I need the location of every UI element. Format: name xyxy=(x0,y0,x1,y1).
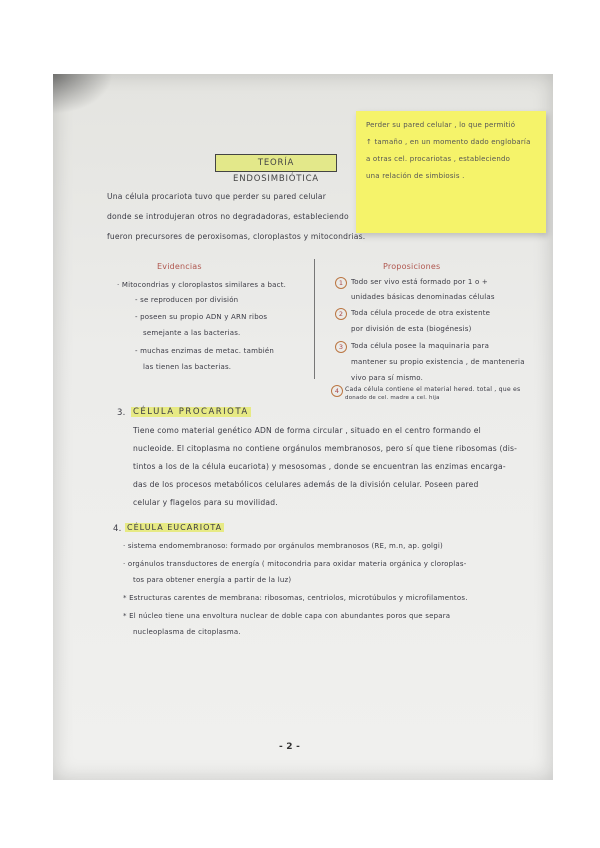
evidencia-line: las tienen las bacterias. xyxy=(143,363,232,371)
section4-line: * Estructuras carentes de membrana: ribosomas, centriolos, microtúbulos y microfilamentos. xyxy=(123,594,468,602)
intro-line: donde se introdujeran otros no degradadoras, estableciendo xyxy=(107,212,349,221)
evidencia-line: - se reproducen por división xyxy=(135,296,239,304)
proposicion-line: donado de cel. madre a cel. hija xyxy=(345,395,440,401)
page-number: - 2 - xyxy=(279,742,300,752)
section3-line: celular y flagelos para su movilidad. xyxy=(133,498,278,507)
proposicion-line: Toda célula posee la maquinaria para xyxy=(351,342,490,350)
evidencia-line: - poseen su propio ADN y ARN ribos xyxy=(135,313,268,321)
section3-line: tintos a los de la célula eucariota) y mesosomas , donde se encuentran las enzimas encarga- xyxy=(133,462,506,471)
proposicion-number: 4 xyxy=(331,385,343,397)
section3-number: 3. xyxy=(117,408,126,418)
proposicion-number: 2 xyxy=(335,308,347,320)
sticky-note xyxy=(356,111,546,233)
section4-line: * El núcleo tiene una envoltura nuclear de doble capa con abundantes poros que separa xyxy=(123,612,451,620)
section4-line: tos para obtener energía a partir de la luz) xyxy=(133,576,292,584)
section4-number: 4. xyxy=(113,524,122,534)
evidencias-heading: Evidencias xyxy=(157,262,202,271)
sticky-line: una relación de simbiosis . xyxy=(366,172,465,180)
page-shadow xyxy=(53,74,113,114)
section3-line: nucleoide. El citoplasma no contiene orgánulos membranosos, pero sí que tiene ribosomas (dis- xyxy=(133,444,518,453)
section3-line: Tiene como material genético ADN de forma circular , situado en el centro formando el xyxy=(133,426,481,435)
proposicion-line: unidades básicas denominadas células xyxy=(351,293,495,301)
sticky-line: Perder su pared celular , lo que permitió xyxy=(366,121,516,129)
section4-line: nucleoplasma de citoplasma. xyxy=(133,628,241,636)
evidencia-line: · Mitocondrias y cloroplastos similares a bact. xyxy=(117,281,287,289)
proposicion-line: por división de esta (biogénesis) xyxy=(351,325,472,333)
proposicion-line: vivo para sí mismo. xyxy=(351,374,424,382)
page-title: TEORÍA ENDOSIMBIÓTICA xyxy=(215,154,337,172)
intro-line: fueron precursores de peroxisomas, cloroplastos y mitocondrias. xyxy=(107,232,366,241)
evidencia-line: semejante a las bacterias. xyxy=(143,329,241,337)
proposicion-line: mantener su propio existencia , de manteneria xyxy=(351,358,525,366)
section3-heading: CÉLULA PROCARIOTA xyxy=(133,407,249,417)
section4-heading: CÉLULA EUCARIOTA xyxy=(127,523,223,532)
section4-line: · sistema endomembranoso: formado por orgánulos membranosos (RE, m.n, ap. golgi) xyxy=(123,542,443,550)
section3-line: das de los procesos metabólicos celulares además de la división celular. Poseen pared xyxy=(133,480,479,489)
proposiciones-heading: Proposiciones xyxy=(383,262,441,271)
proposicion-line: Toda célula procede de otra existente xyxy=(351,309,491,317)
sticky-line: a otras cel. procariotas , estableciendo xyxy=(366,155,511,163)
proposicion-line: Todo ser vivo está formado por 1 o + xyxy=(351,278,488,286)
notebook-page xyxy=(53,74,553,780)
evidencia-line: - muchas enzimas de metac. también xyxy=(135,347,275,355)
sticky-line: ↑ tamaño , en un momento dado englobaría xyxy=(366,138,531,146)
column-divider xyxy=(314,259,315,379)
proposicion-number: 3 xyxy=(335,341,347,353)
proposicion-line: Cada célula contiene el material hered. total , que es xyxy=(345,386,521,393)
section4-line: · orgánulos transductores de energía ( mitocondria para oxidar materia orgánica y cloroplas- xyxy=(123,560,467,568)
intro-line: Una célula procariota tuvo que perder su pared celular xyxy=(107,192,327,201)
proposicion-number: 1 xyxy=(335,277,347,289)
